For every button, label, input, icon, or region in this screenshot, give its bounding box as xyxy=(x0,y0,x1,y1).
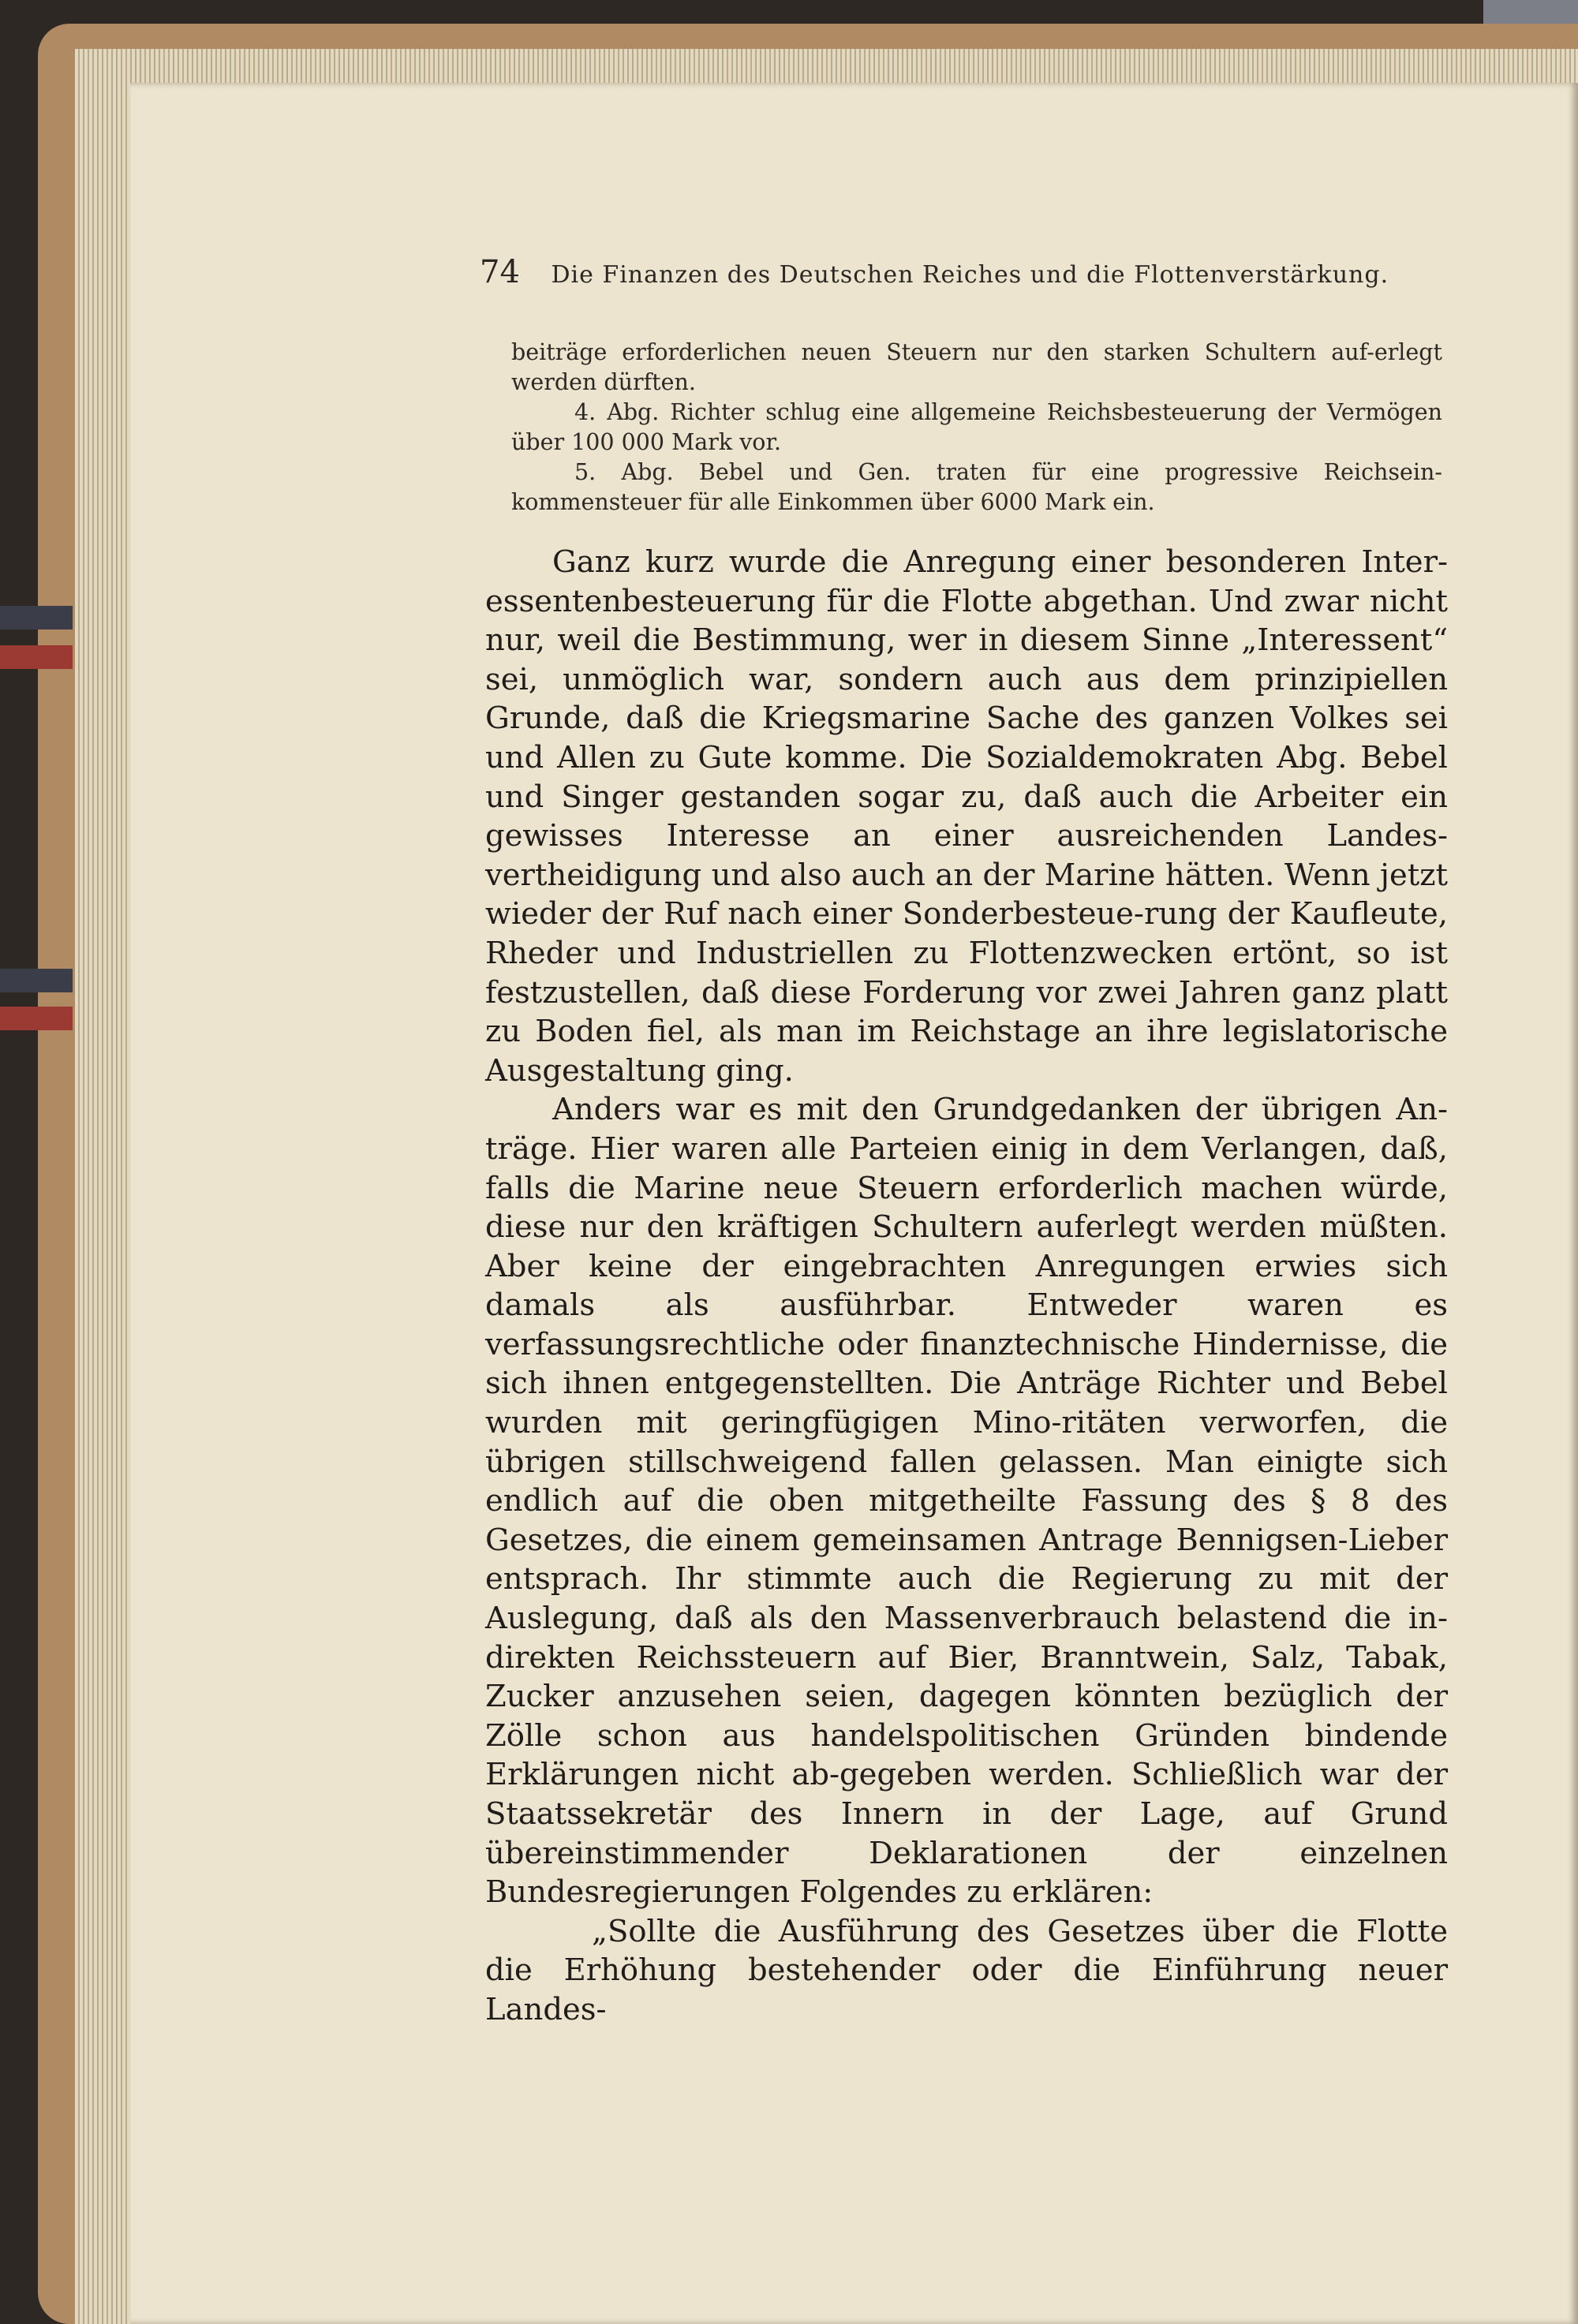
page-number: 74 xyxy=(480,254,520,290)
paragraph-1: Ganz kurz wurde die Anregung einer besonderen Inter-essentenbesteuerung für die Flotte abgethan. Und zwar nicht nur, weil die Bestimmung, wer in diesem Sinne „Interessent“ sei, unmöglich war, sondern auch aus dem prinzipiellen Grunde, daß die Kriegsmarine Sache des ganzen Volkes sei und Allen zu Gute komme. Die Sozialdemokraten Abg. Bebel und Singer gestanden sogar zu, daß auch die Arbeiter ein gewisses Interesse an einer ausreichenden Landes-vertheidigung und also auch an der Marine hätten. Wenn jetzt wieder der Ruf nach einer Sonderbesteue-rung der Kaufleute, Rheder und Industriellen zu Flottenzwecken ertönt, so ist festzustellen, daß diese Forderung vor zwei Jahren ganz platt zu Boden fiel, als man im Reichstage an ihre legislatorische Ausgestaltung ging. xyxy=(485,544,1448,1089)
ribbon-marker xyxy=(0,969,73,992)
footnote-block xyxy=(511,338,1442,517)
page-header xyxy=(480,254,1411,290)
ribbon-marker xyxy=(0,1007,73,1030)
main-text xyxy=(485,543,1448,2030)
paragraph-2: Anders war es mit den Grundgedanken der übrigen An-träge. Hier waren alle Parteien einig in dem Verlangen, daß, falls die Marine neue Steuern erforderlich machen würde, diese nur den kräftigen Schultern auferlegt werden müßten. Aber keine der eingebrachten Anregungen erwies sich damals als ausführbar. Entweder waren es verfassungsrechtliche oder finanztechnische Hindernisse, die sich ihnen entgegenstellten. Die Anträge Richter und Bebel wurden mit geringfügigen Mino-ritäten verworfen, die übrigen stillschweigend fallen gelassen. Man einigte sich endlich auf die oben mitgetheilte Fassung des § 8 des Gesetzes, die einem gemeinsamen Antrage Bennigsen-Lieber entsprach. Ihr stimmte auch die Regierung zu mit der Auslegung, daß als den Massenverbrauch belastend die in-direkten Reichssteuern auf Bier, Branntwein, Salz, Tabak, Zucker anzusehen seien, dagegen könnten bezüglich der Zölle schon aus handelspolitischen Gründen bindende Erklärungen nicht ab-gegeben werden. Schließlich war der Staatssekretär des Innern in der Lage, auf Grund übereinstimmender Deklarationen der einzelnen Bundesregierungen Folgendes zu erklären: xyxy=(485,1092,1448,1911)
quotation: „Sollte die Ausführung des Gesetzes über die Flotte die Erhöhung bestehender oder die Einführung neuer Landes- xyxy=(485,1913,1448,2027)
footnote-continuation: beiträge erforderlichen neuen Steuern nur den starken Schultern auf-erlegt werden dürften. xyxy=(511,339,1442,395)
ribbon-marker xyxy=(0,606,73,630)
running-head: Die Finanzen des Deutschen Reiches und die Flottenverstärkung. xyxy=(551,261,1389,289)
ribbon-marker xyxy=(0,645,73,669)
scan-label xyxy=(1483,0,1578,24)
footnote-item-4: 4. Abg. Richter schlug eine allgemeine Reichsbesteuerung der Vermögen über 100 000 Mark vor. xyxy=(511,399,1442,455)
footnote-item-5: 5. Abg. Bebel und Gen. traten für eine progressive Reichsein-kommensteuer für alle Einkommen über 6000 Mark ein. xyxy=(511,459,1442,515)
